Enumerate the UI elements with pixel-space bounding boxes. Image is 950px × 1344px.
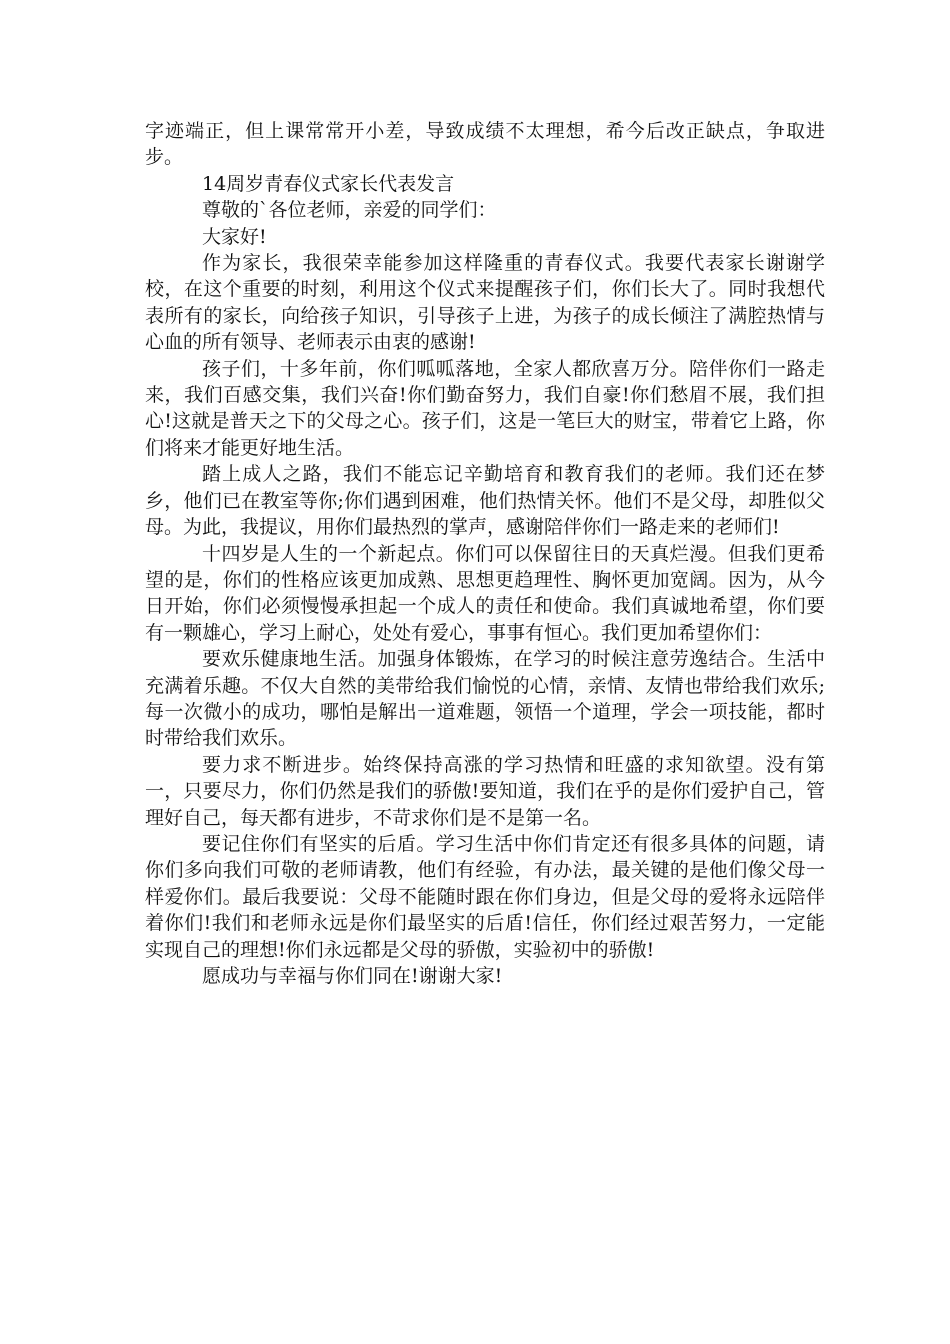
paragraph-closing: 愿成功与幸福与你们同在!谢谢大家! <box>202 965 503 987</box>
greeting: 大家好! <box>202 225 267 248</box>
document-page <box>145 118 825 989</box>
paragraph-backing: 要记住你们有坚实的后盾。学习生活中你们肯定还有很多具体的问题，请你们多向我们可敬的老师请教，他们有经验，有办法，最关键的是他们像父母一样爱你们。最后我要说：父母不能随时跟在你们身边，但是父母的爱将永远陪伴着你们!我们和老师永远是你们最坚实的后盾!信任，你们经过艰苦努力，一定能实现自己的理想!你们永远都是父母的骄傲，实验初中的骄傲! <box>145 832 825 961</box>
paragraph-continuation: 字迹端正，但上课常常开小差，导致成绩不太理想，希今后改正缺点，争取进步。 <box>145 120 825 169</box>
paragraph-thanks: 作为家长，我很荣幸能参加这样隆重的青春仪式。我要代表家长谢谢学校，在这个重要的时刻，利用这个仪式来提醒孩子们，你们长大了。同时我想代表所有的家长，向给孩子知识，引导孩子上进，为孩子的成长倾注了满腔热情与心血的所有领导、老师表示由衷的感谢! <box>145 252 825 354</box>
speech-title: 14周岁青春仪式家长代表发言 <box>202 172 455 195</box>
paragraph-new-start: 十四岁是人生的一个新起点。你们可以保留往日的天真烂漫。但我们更希望的是，你们的性格应该更加成熟、思想更趋理性、胸怀更加宽阔。因为，从今日开始，你们必须慢慢承担起一个成人的责任和使命。我们真诚地希望，你们要有一颗雄心，学习上耐心，处处有爱心，事事有恒心。我们更加希望你们： <box>145 542 825 644</box>
paragraph-teachers: 踏上成人之路，我们不能忘记辛勤培育和教育我们的老师。我们还在梦乡，他们已在教室等你;你们遇到困难，他们热情关怀。他们不是父母，却胜似父母。为此，我提议，用你们最热烈的掌声，感谢陪伴你们一路走来的老师们! <box>145 463 825 539</box>
paragraph-progress: 要力求不断进步。始终保持高涨的学习热情和旺盛的求知欲望。没有第一，只要尽力，你们仍然是我们的骄傲!要知道，我们在乎的是你们爱护自己，管理好自己，每天都有进步，不苛求你们是不是第一名。 <box>145 753 825 829</box>
paragraph-healthy-life: 要欢乐健康地生活。加强身体锻炼，在学习的时候注意劳逸结合。生活中充满着乐趣。不仅大自然的美带给我们愉悦的心情，亲情、友情也带给我们欢乐;每一次微小的成功，哪怕是解出一道难题，领悟一个道理，学会一项技能，都时时带给我们欢乐。 <box>145 648 825 750</box>
salutation: 尊敬的`各位老师，亲爱的同学们： <box>202 199 497 222</box>
paragraph-children: 孩子们，十多年前，你们呱呱落地，全家人都欣喜万分。陪伴你们一路走来，我们百感交集，我们兴奋!你们勤奋努力，我们自豪!你们愁眉不展，我们担心!这就是普天之下的父母之心。孩子们，这是一笔巨大的财宝，带着它上路，你们将来才能更好地生活。 <box>145 357 825 459</box>
